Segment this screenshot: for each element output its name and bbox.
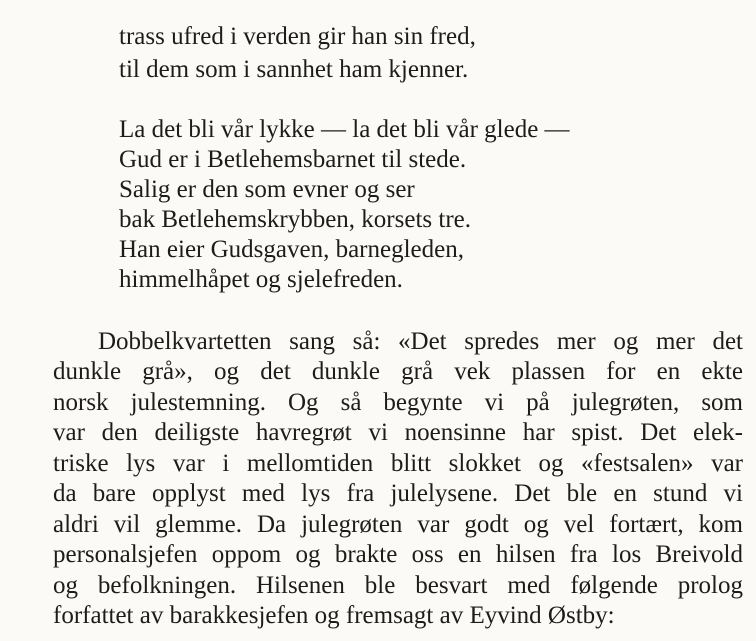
verse-line: himmelhåpet og sjelefreden. (119, 266, 403, 293)
paragraph-line: aldri vil glemme. Da julegrøten var godt og vel fortært, kom (53, 511, 743, 538)
paragraph-line: dunkle grå», og det dunkle grå vek plassen for en ekte (53, 358, 743, 385)
paragraph-line: Dobbelkvartetten sang så: «Det spredes mer og mer det (98, 328, 743, 355)
paragraph-line: triske lys var i mellomtiden blitt slokket og «festsalen» var (53, 450, 743, 477)
verse-line: trass ufred i verden gir han sin fred, (119, 23, 476, 50)
paragraph-line: og befolkningen. Hilsenen ble besvart med følgende prolog (53, 572, 743, 599)
verse-line: Gud er i Betlehemsbarnet til stede. (119, 146, 467, 173)
verse-line: bak Betlehemskrybben, korsets tre. (119, 206, 471, 233)
verse-line: Han eier Gudsgaven, barnegleden, (119, 236, 464, 263)
paragraph-line: forfattet av barakkesjefen og fremsagt av Eyvind Østby: (53, 602, 615, 629)
verse-line: La det bli vår lykke — la det bli vår glede — (119, 116, 570, 143)
paragraph-line: norsk julestemning. Og så begynte vi på julegrøten, som (53, 389, 743, 416)
verse-line: til dem som i sannhet ham kjenner. (119, 56, 469, 83)
paragraph-line: personalsjefen oppom og brakte oss en hilsen fra los Breivold (53, 541, 743, 568)
paragraph-line: var den deiligste havregrøt vi noensinne har spist. Det elek- (53, 419, 743, 446)
paragraph-line: da bare opplyst med lys fra julelysene. Det ble en stund vi (53, 480, 743, 507)
verse-line: Salig er den som evner og ser (119, 176, 415, 203)
